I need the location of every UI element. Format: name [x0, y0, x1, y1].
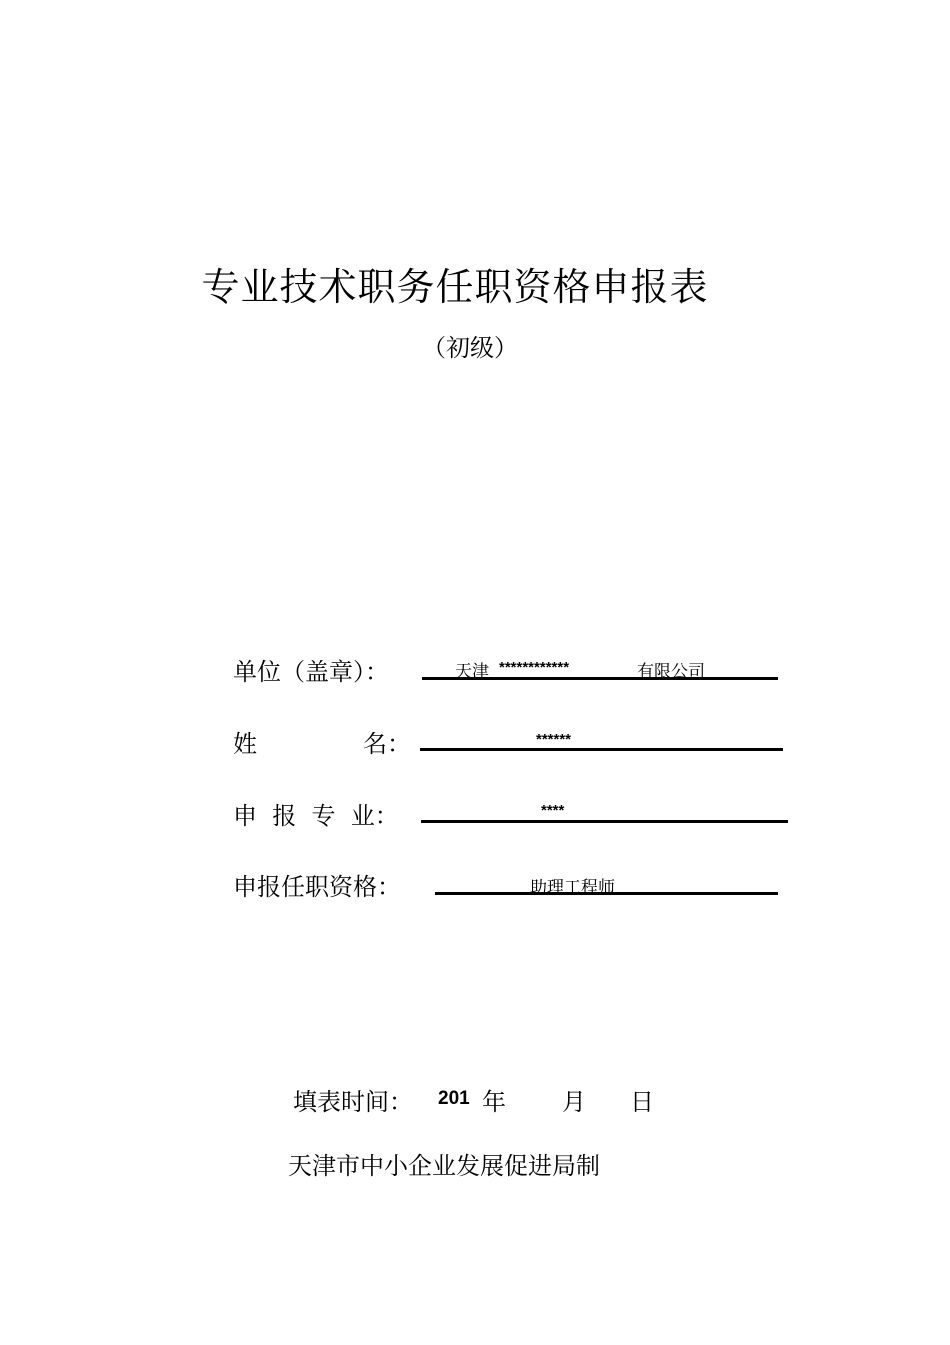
- qualification-value: 助理工程师: [530, 878, 615, 898]
- unit-value-mask: ************: [499, 659, 570, 676]
- major-value: ****: [541, 802, 565, 819]
- form-title: 专业技术职务任职资格申报表: [201, 265, 709, 309]
- date-day-unit: 日: [630, 1088, 654, 1116]
- name-label-last: 名：: [363, 730, 411, 758]
- unit-value-suffix: 有限公司: [637, 662, 705, 682]
- unit-label: 单位（盖章）：: [233, 658, 389, 686]
- form-subtitle: （初级）: [422, 334, 518, 362]
- name-underline: [420, 748, 783, 751]
- name-value: ******: [536, 731, 572, 748]
- date-month-unit: 月: [562, 1088, 586, 1116]
- date-year-unit: 年: [482, 1088, 506, 1116]
- unit-value-prefix: 天津: [455, 662, 489, 682]
- qualification-label: 申报任职资格：: [233, 873, 401, 901]
- date-year: 201: [438, 1088, 470, 1109]
- name-label-first: 姓: [233, 730, 257, 758]
- issuer-text: 天津市中小企业发展促进局制: [288, 1152, 600, 1180]
- major-underline: [421, 820, 788, 823]
- date-label: 填表时间：: [293, 1088, 413, 1116]
- major-label: 申 报 专 业：: [233, 802, 399, 830]
